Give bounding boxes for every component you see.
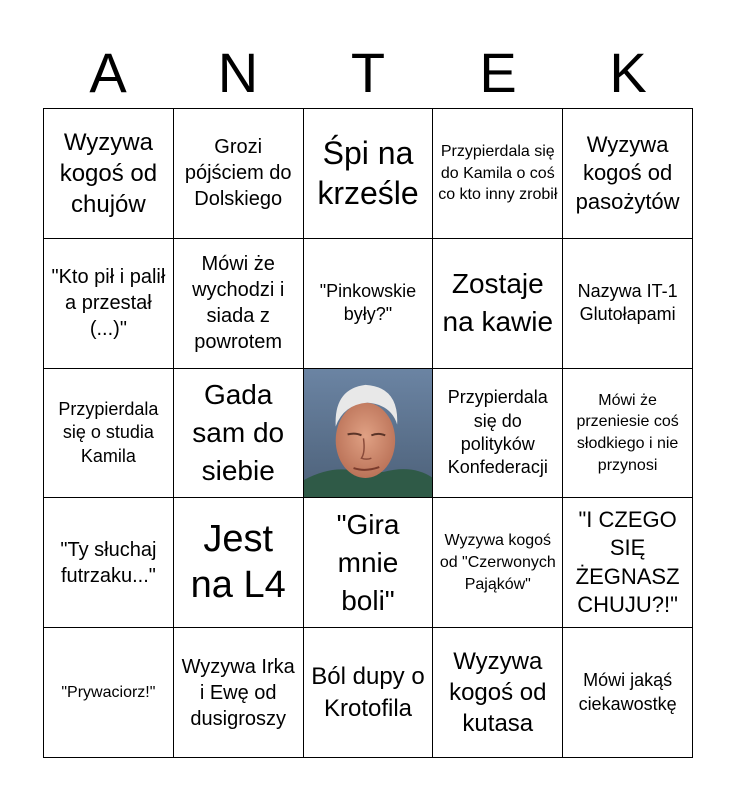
bingo-cell[interactable]: [44, 369, 174, 499]
sleeping-man-photo: [304, 369, 433, 498]
bingo-cell[interactable]: [433, 109, 563, 239]
bingo-cell[interactable]: [304, 109, 434, 239]
cell-text: Zostaje na kawie: [442, 268, 554, 338]
cell-text: "I CZEGO SIĘ ŻEGNASZ CHUJU?!": [575, 506, 680, 618]
bingo-cell[interactable]: [174, 239, 304, 369]
title-letter: A: [89, 41, 127, 104]
bingo-grid: [43, 108, 693, 758]
free-space-photo[interactable]: [304, 369, 434, 499]
cell-text: Mówi jakąś ciekawostkę: [578, 670, 677, 714]
bingo-cell[interactable]: [433, 369, 563, 499]
bingo-cell[interactable]: [563, 109, 693, 239]
cell-text: Przypierdala się do Kamila o coś co kto inny zrobił: [438, 143, 558, 204]
bingo-cell[interactable]: [433, 628, 563, 758]
cell-text: Mówi że wychodzi i siada z powrotem: [192, 253, 285, 354]
cell-text: "Gira mnie boli": [336, 509, 400, 616]
bingo-cell[interactable]: [44, 239, 174, 369]
cell-text: "Ty słuchaj futrzaku...": [60, 538, 157, 587]
cell-text: Jest na L4: [190, 518, 286, 606]
bingo-cell[interactable]: [174, 628, 304, 758]
bingo-cell[interactable]: [304, 498, 434, 628]
title-letter: K: [609, 41, 647, 104]
bingo-cell[interactable]: [433, 239, 563, 369]
cell-text: Mówi że przeniesie coś słodkiego i nie przynosi: [576, 391, 679, 474]
cell-text: "Kto pił i palił a przestał (...)": [51, 266, 166, 341]
bingo-cell[interactable]: [44, 498, 174, 628]
bingo-cell[interactable]: [174, 109, 304, 239]
bingo-cell[interactable]: [563, 498, 693, 628]
bingo-cell[interactable]: [563, 239, 693, 369]
bingo-cell[interactable]: [563, 369, 693, 499]
cell-text: Wyzywa kogoś od "Czerwonych Pająków": [439, 532, 556, 593]
bingo-cell[interactable]: [433, 498, 563, 628]
cell-text: Ból dupy o Krotofila: [311, 663, 425, 722]
bingo-cell[interactable]: [304, 628, 434, 758]
cell-text: Przypierdala się do polityków Konfederacji: [447, 387, 548, 478]
cell-text: Grozi pójściem do Dolskiego: [184, 136, 292, 211]
cell-text: Śpi na krześle: [317, 135, 419, 212]
bingo-title: [43, 38, 693, 108]
cell-text: Wyzywa kogoś od pasożytów: [575, 131, 680, 214]
bingo-cell[interactable]: [44, 628, 174, 758]
title-letter: E: [479, 41, 517, 104]
title-letter: N: [217, 41, 259, 104]
cell-text: Wyzywa kogoś od kutasa: [449, 647, 547, 738]
cell-text: Nazywa IT-1 Glutołapami: [577, 280, 678, 325]
bingo-cell[interactable]: [563, 628, 693, 758]
bingo-cell[interactable]: [174, 369, 304, 499]
title-letter: T: [350, 41, 386, 104]
cell-text: "Prywaciorz!": [61, 683, 156, 701]
cell-text: "Pinkowskie były?": [319, 280, 417, 325]
bingo-cell[interactable]: [174, 498, 304, 628]
cell-text: Przypierdala się o studia Kamila: [58, 398, 159, 466]
cell-text: Wyzywa kogoś od chujów: [59, 128, 158, 218]
cell-text: Gada sam do siebie: [192, 379, 285, 486]
bingo-cell[interactable]: [304, 239, 434, 369]
bingo-cell[interactable]: [44, 109, 174, 239]
cell-text: Wyzywa Irka i Ewę od dusigroszy: [181, 655, 295, 730]
